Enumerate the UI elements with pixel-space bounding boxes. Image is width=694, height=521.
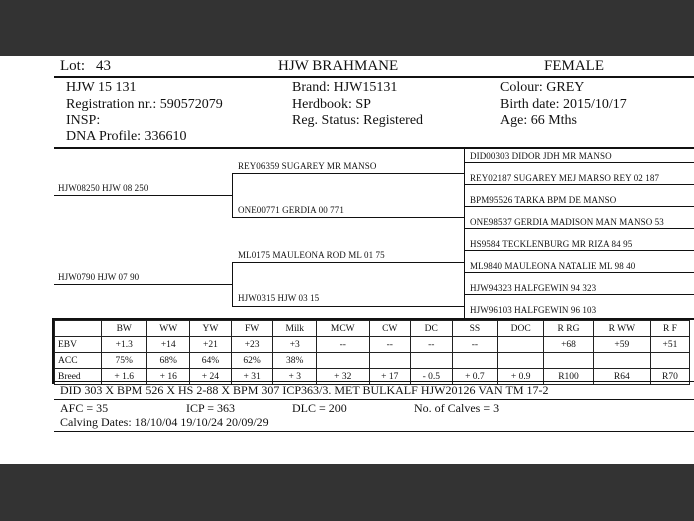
pedigree-line xyxy=(464,162,694,163)
mating-notes: DID 303 X BPM 526 X HS 2-88 X BPM 307 ICP363/3. MET BULKALF HJW20126 VAN TM 17-2 xyxy=(60,383,549,397)
pedigree-line xyxy=(54,284,232,285)
herdbook: Herdbook: SP xyxy=(292,97,371,112)
row-label: Breed xyxy=(55,369,102,385)
pedigree-gg-6: ML9840 MAULEONA NATALIE ML 98 40 xyxy=(470,261,636,271)
table-cell: 68% xyxy=(147,353,190,369)
bottom-frame-bar xyxy=(0,464,694,521)
table-header: Milk xyxy=(273,321,317,337)
table-cell: R100 xyxy=(544,369,593,385)
table-header: DOC xyxy=(498,321,544,337)
table-cell xyxy=(55,321,102,337)
table-cell: +68 xyxy=(544,337,593,353)
table-cell xyxy=(317,353,370,369)
afc-value: AFC = 35 xyxy=(60,401,109,415)
pedigree-line xyxy=(232,173,233,217)
pedigree-line xyxy=(232,173,464,174)
registration-number: Registration nr.: 590572079 xyxy=(66,97,223,112)
calves-count: No. of Calves = 3 xyxy=(414,401,500,415)
pedigree-gg-4: ONE98537 GERDIA MADISON MAN MANSO 53 xyxy=(470,217,664,227)
ebv-header-row xyxy=(55,321,690,337)
table-cell: +51 xyxy=(650,337,689,353)
pedigree-gg-1: DID00303 DIDOR JDH MR MANSO xyxy=(470,151,612,161)
dlc-value: DLC = 200 xyxy=(292,401,347,415)
table-cell: -- xyxy=(410,337,452,353)
pedigree-line xyxy=(464,149,465,318)
table-cell: + 31 xyxy=(231,369,273,385)
calving-dates: Calving Dates: 18/10/04 19/10/24 20/09/29 xyxy=(60,415,269,429)
table-cell: + 17 xyxy=(369,369,410,385)
colour: Colour: GREY xyxy=(500,80,585,95)
table-header: CW xyxy=(369,321,410,337)
table-row xyxy=(55,337,690,353)
animal-name: HJW BRAHMANE xyxy=(278,58,399,74)
table-header: WW xyxy=(147,321,190,337)
table-cell: -- xyxy=(369,337,410,353)
table-cell: + 0.9 xyxy=(498,369,544,385)
pedigree-line xyxy=(464,228,694,229)
table-cell: +3 xyxy=(273,337,317,353)
row-label: EBV xyxy=(55,337,102,353)
ebv-table xyxy=(54,320,690,385)
table-header: BW xyxy=(102,321,147,337)
table-cell: -- xyxy=(317,337,370,353)
pedigree-line xyxy=(464,206,694,207)
table-row xyxy=(55,353,690,369)
pedigree-gg-2: REY02187 SUGAREY MEJ MARSO REY 02 187 xyxy=(470,173,660,183)
notes-divider xyxy=(54,381,694,382)
table-cell xyxy=(452,353,497,369)
table-header: MCW xyxy=(317,321,370,337)
pedigree-line xyxy=(232,217,464,218)
lot-card xyxy=(0,56,694,464)
info-divider xyxy=(54,147,694,149)
brand: Brand: HJW15131 xyxy=(292,80,398,95)
age: Age: 66 Mths xyxy=(500,113,577,128)
pedigree-line xyxy=(464,272,694,273)
pedigree-dam-sire: ML0175 MAULEONA ROD ML 01 75 xyxy=(238,250,385,260)
table-cell xyxy=(650,353,689,369)
table-header: R WW xyxy=(593,321,650,337)
pedigree-line xyxy=(232,306,464,307)
table-cell: +21 xyxy=(190,337,232,353)
table-cell: +1.3 xyxy=(102,337,147,353)
table-cell xyxy=(498,353,544,369)
table-cell xyxy=(593,353,650,369)
header-divider xyxy=(54,76,694,78)
table-cell: + 1.6 xyxy=(102,369,147,385)
animal-id: HJW 15 131 xyxy=(66,80,137,95)
table-cell: + 16 xyxy=(147,369,190,385)
table-header: YW xyxy=(190,321,232,337)
table-cell: R64 xyxy=(593,369,650,385)
icp-value: ICP = 363 xyxy=(186,401,235,415)
table-cell: +23 xyxy=(231,337,273,353)
insp-label: INSP: xyxy=(66,113,101,128)
table-cell xyxy=(498,337,544,353)
table-cell: 64% xyxy=(190,353,232,369)
notes-divider xyxy=(54,399,694,400)
pedigree-line xyxy=(232,262,233,306)
birth-date: Birth date: 2015/10/17 xyxy=(500,97,627,112)
animal-sex: FEMALE xyxy=(544,58,604,74)
table-cell: 75% xyxy=(102,353,147,369)
pedigree-sire: HJW08250 HJW 08 250 xyxy=(58,183,149,193)
pedigree-gg-3: BPM95526 TARKA BPM DE MANSO xyxy=(470,195,617,205)
pedigree-line xyxy=(464,294,694,295)
notes-bottom-border xyxy=(54,431,694,432)
pedigree-line xyxy=(464,250,694,251)
pedigree-line xyxy=(232,262,464,263)
pedigree-gg-7: HJW94323 HALFGEWIN 94 323 xyxy=(470,283,597,293)
pedigree-line xyxy=(54,195,232,196)
pedigree-gg-5: HS9584 TECKLENBURG MR RIZA 84 95 xyxy=(470,239,633,249)
pedigree-dam: HJW0790 HJW 07 90 xyxy=(58,272,140,282)
table-cell: - 0.5 xyxy=(410,369,452,385)
table-header: DC xyxy=(410,321,452,337)
registration-status: Reg. Status: Registered xyxy=(292,113,424,128)
table-cell: -- xyxy=(452,337,497,353)
table-header: FW xyxy=(231,321,273,337)
table-header: SS xyxy=(452,321,497,337)
table-cell: 62% xyxy=(231,353,273,369)
dna-profile: DNA Profile: 336610 xyxy=(66,129,187,144)
pedigree-gg-8: HJW96103 HALFGEWIN 96 103 xyxy=(470,305,597,315)
lot-label: Lot: xyxy=(60,58,85,74)
table-cell xyxy=(544,353,593,369)
table-header: R RG xyxy=(544,321,593,337)
row-label: ACC xyxy=(55,353,102,369)
table-cell xyxy=(369,353,410,369)
table-cell xyxy=(410,353,452,369)
table-cell: + 24 xyxy=(190,369,232,385)
table-cell: + 32 xyxy=(317,369,370,385)
table-cell: 38% xyxy=(273,353,317,369)
table-cell: +59 xyxy=(593,337,650,353)
table-cell: +14 xyxy=(147,337,190,353)
pedigree-line xyxy=(464,184,694,185)
pedigree-sire-dam: ONE00771 GERDIA 00 771 xyxy=(238,205,344,215)
pedigree-sire-sire: REY06359 SUGAREY MR MANSO xyxy=(238,161,377,171)
table-cell: + 0.7 xyxy=(452,369,497,385)
table-cell: + 3 xyxy=(273,369,317,385)
table-header: R F xyxy=(650,321,689,337)
table-cell: R70 xyxy=(650,369,689,385)
lot-number: 43 xyxy=(96,58,111,74)
pedigree-dam-dam: HJW0315 HJW 03 15 xyxy=(238,293,320,303)
